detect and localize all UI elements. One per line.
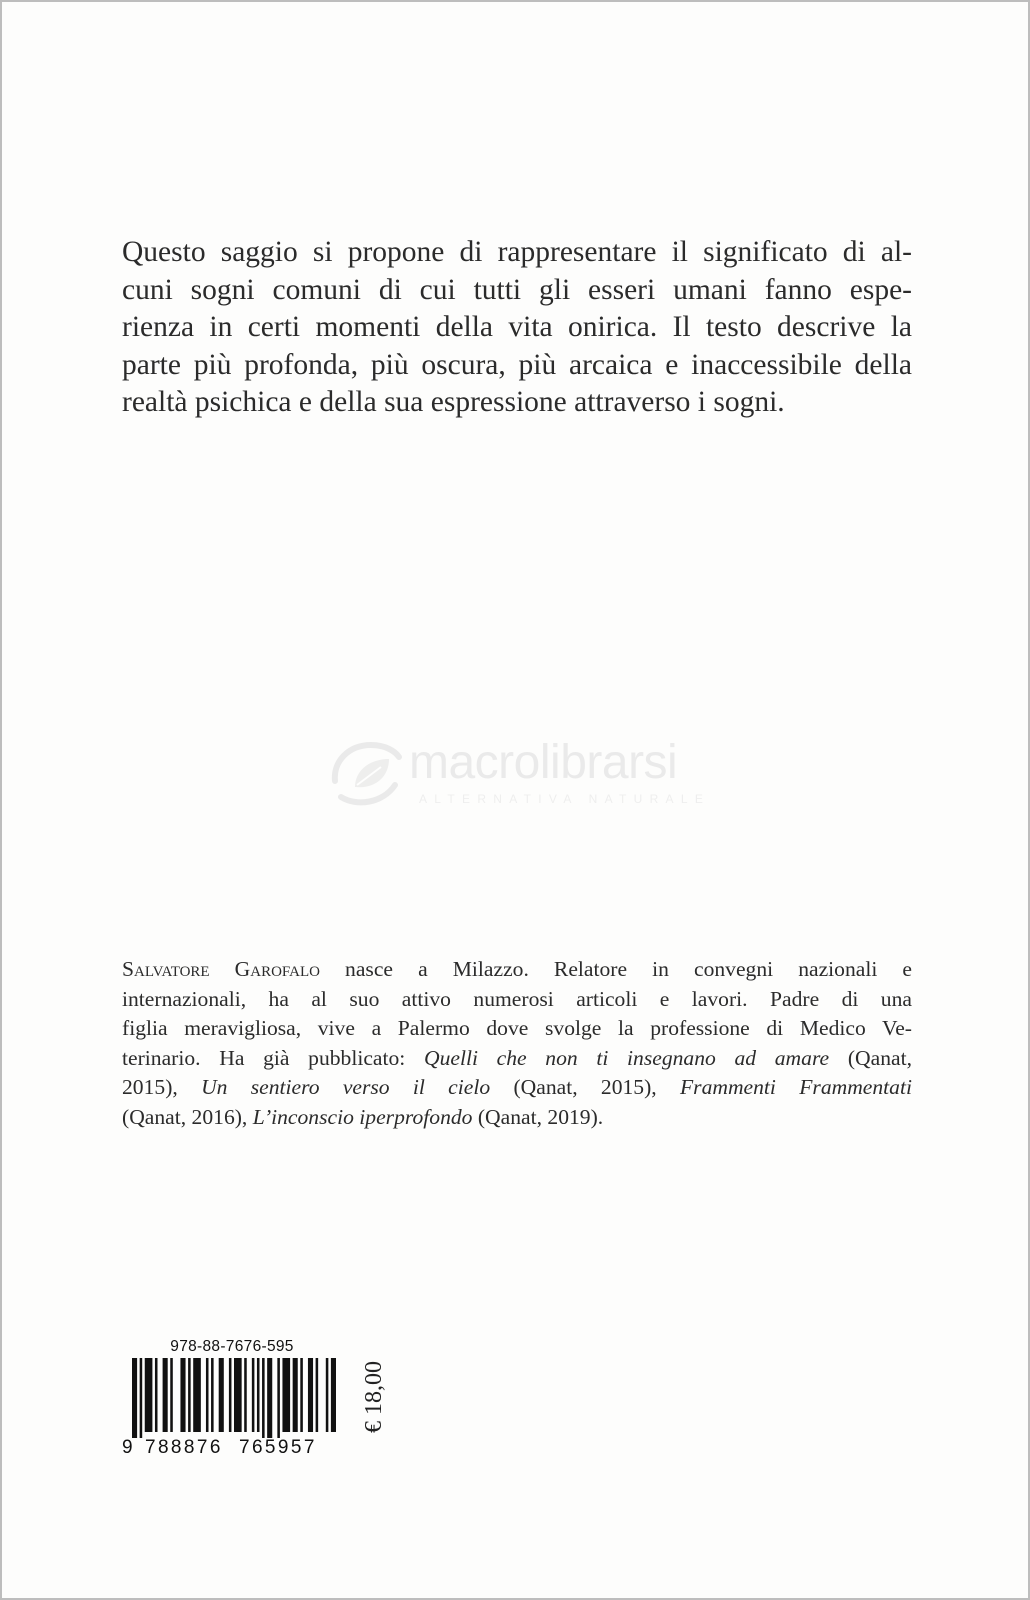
barcode-bar	[163, 1358, 168, 1432]
barcode-bar	[316, 1358, 319, 1432]
barcode-bar	[326, 1358, 329, 1432]
bio-line: internazionali, ha al suo attivo numerosi articoli e lavori. Padre di una	[122, 986, 912, 1011]
barcode-bar	[234, 1358, 242, 1432]
bio-line	[122, 955, 912, 985]
barcode-bar	[229, 1358, 232, 1432]
barcode-bar	[277, 1358, 280, 1438]
barcode-bar	[145, 1358, 153, 1432]
author-bio	[122, 955, 912, 1133]
barcode-bar	[252, 1358, 255, 1432]
bio-line	[122, 1073, 912, 1103]
barcode-bar	[132, 1358, 137, 1438]
blurb-line: realtà psichica e della sua espressione attraverso i sogni.	[122, 386, 785, 419]
barcode-bar	[282, 1358, 290, 1432]
barcode-bar	[140, 1358, 143, 1438]
barcode-bar	[293, 1358, 298, 1432]
barcode-bar	[188, 1358, 191, 1432]
author-name: Salvatore Garofalo	[122, 957, 320, 981]
barcode-bar	[180, 1358, 185, 1432]
barcode-bar	[219, 1358, 224, 1432]
bio-text: 2015),	[122, 1075, 202, 1100]
blurb-line: rienza in certi momenti della vita onirica. Il testo descrive la	[122, 311, 912, 344]
ean-first-digit: 9	[122, 1437, 133, 1458]
bio-line: figlia meravigliosa, vive a Palermo dove svolge la professione di Medico Ve-	[122, 1016, 912, 1041]
leaf-logo-icon	[327, 737, 405, 809]
barcode-bar	[170, 1358, 173, 1432]
ean-right-digits: 765957	[239, 1437, 317, 1458]
bio-line	[122, 1044, 912, 1074]
barcode	[122, 1338, 342, 1456]
bio-text: terinario. Ha già pubblicato:	[122, 1045, 424, 1070]
barcode-bar	[206, 1358, 209, 1432]
barcode-bar	[244, 1358, 247, 1432]
bio-text: (Qanat, 2019).	[472, 1104, 604, 1129]
barcode-bar	[267, 1358, 272, 1438]
barcode-bar	[193, 1358, 201, 1432]
barcode-bar	[262, 1358, 265, 1438]
bio-text: (Qanat, 2016),	[122, 1104, 253, 1129]
book-title: Frammenti Frammentati	[679, 1075, 912, 1100]
watermark-tagline: ALTERNATIVA NATURALE	[419, 792, 711, 806]
watermark	[327, 735, 717, 825]
isbn-number: 978-88-7676-595	[170, 1338, 294, 1355]
barcode-bar	[211, 1358, 214, 1432]
blurb-line: parte più profonda, più oscura, più arcaica e inaccessibile della	[122, 348, 912, 381]
book-title: Un sentiero verso il cielo	[201, 1075, 491, 1100]
barcode-bar	[300, 1358, 303, 1432]
book-title: Quelli che non ti insegnano ad amare	[423, 1045, 830, 1070]
book-title: L’inconscio iperprofondo	[252, 1104, 473, 1129]
watermark-brand: macrolibrarsi	[409, 736, 678, 789]
barcode-bar	[331, 1358, 336, 1432]
ean-left-digits: 788876	[145, 1437, 223, 1458]
price-label: € 18,00	[361, 1361, 387, 1433]
blurb-paragraph	[122, 234, 912, 422]
blurb-line: cuni sogni comuni di cui tutti gli esseri umani fanno espe-	[122, 273, 912, 306]
barcode-bars	[122, 1358, 342, 1438]
blurb-line: Questo saggio si propone di rappresentare il significato di al-	[122, 236, 912, 268]
barcode-bar	[155, 1358, 158, 1432]
barcode-bar	[308, 1358, 313, 1432]
barcode-bar	[257, 1358, 260, 1432]
bio-text: (Qanat, 2015),	[490, 1075, 680, 1100]
bio-text: (Qanat,	[829, 1045, 912, 1070]
bio-text: nasce a Milazzo. Relatore in convegni nazionali e	[319, 957, 912, 981]
bio-line	[122, 1103, 912, 1133]
